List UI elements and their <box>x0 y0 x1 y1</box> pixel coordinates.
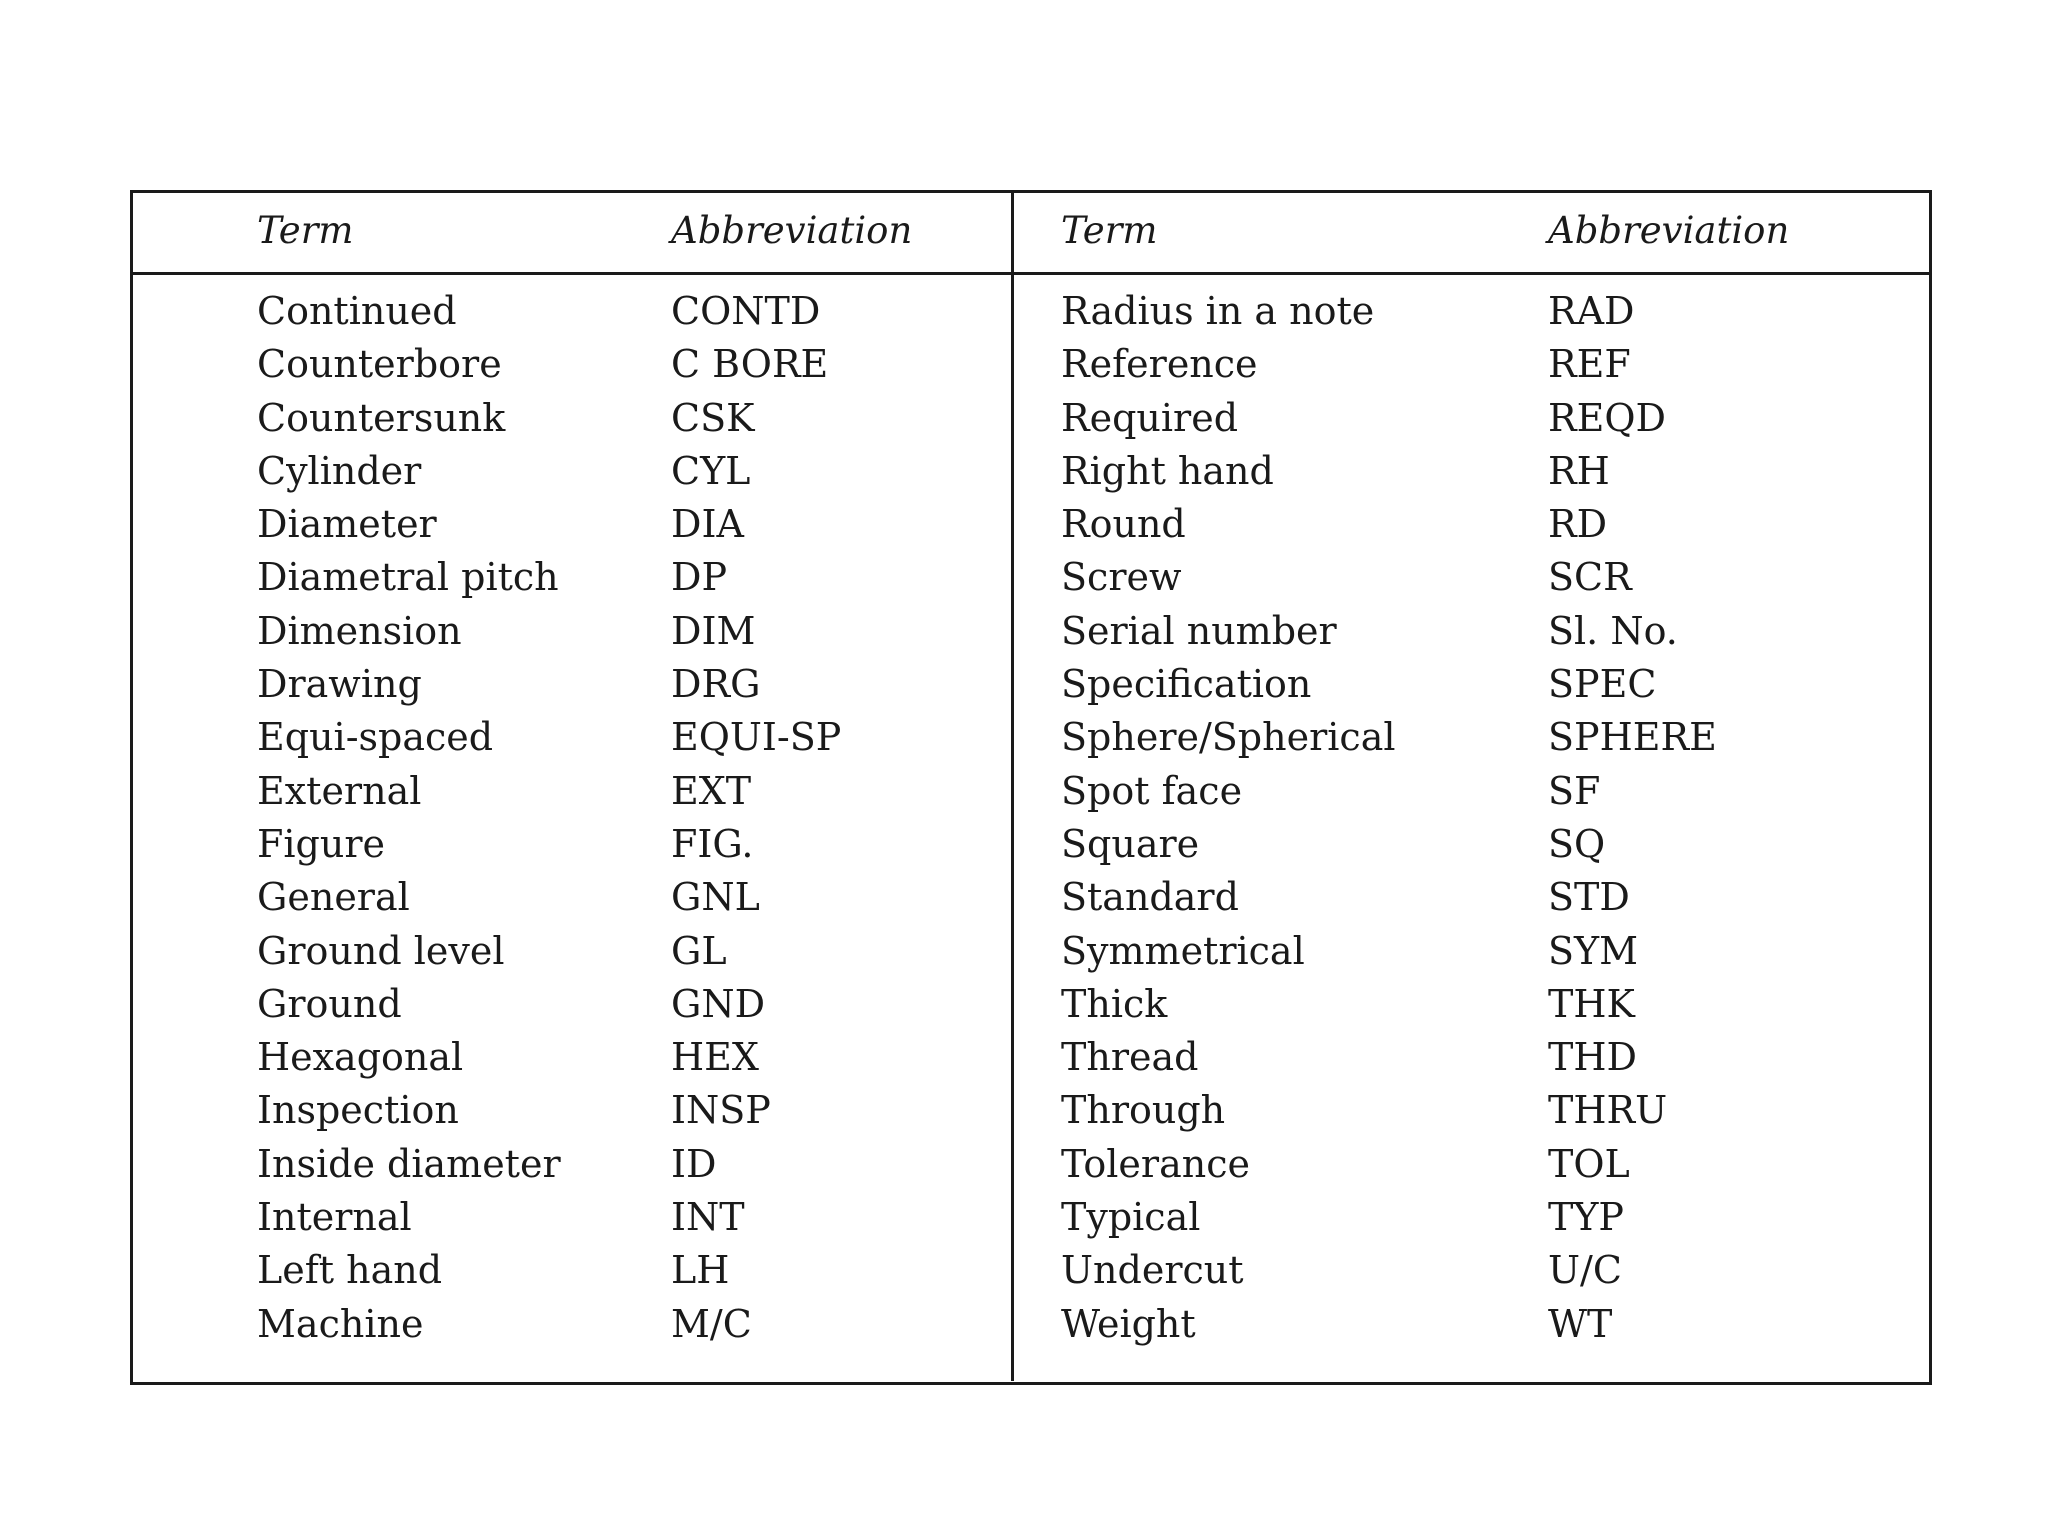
abbreviation-left: LH <box>671 1248 730 1293</box>
abbreviation-left: CSK <box>671 395 755 440</box>
abbreviation-left: HEX <box>671 1035 759 1080</box>
abbreviation-right: U/C <box>1548 1248 1622 1293</box>
term-right: Radius in a note <box>1061 289 1375 333</box>
abbreviation-right: SQ <box>1548 821 1606 866</box>
abbreviation-left: GND <box>671 981 766 1026</box>
abbreviation-right: TOL <box>1548 1141 1630 1186</box>
abbreviation-left: CYL <box>671 448 751 493</box>
abbreviation-left: ID <box>671 1141 717 1186</box>
table-row <box>133 765 1929 818</box>
term-right: Square <box>1061 821 1200 866</box>
table-row <box>133 871 1929 924</box>
term-left: Equi-spaced <box>257 715 494 760</box>
abbreviation-left: EXT <box>671 768 752 813</box>
term-right: Sphere/Spherical <box>1061 715 1396 760</box>
term-right: Round <box>1061 502 1186 547</box>
term-left: Ground level <box>257 928 505 973</box>
abbreviation-right: THRU <box>1548 1088 1668 1133</box>
table-row <box>133 338 1929 391</box>
table-row <box>133 605 1929 658</box>
abbreviation-left: DIA <box>671 502 744 547</box>
term-left: Ground <box>257 981 402 1026</box>
table-row <box>133 445 1929 498</box>
header-term-left: Term <box>257 209 354 252</box>
term-left: Cylinder <box>257 448 422 493</box>
term-right: Typical <box>1061 1195 1201 1240</box>
table-row <box>133 1138 1929 1191</box>
abbreviation-right: REQD <box>1548 395 1666 440</box>
term-right: Specification <box>1061 662 1312 707</box>
term-left: Hexagonal <box>257 1035 464 1080</box>
abbreviation-left: CONTD <box>671 289 821 333</box>
term-left: Counterbore <box>257 342 502 387</box>
term-left: Inspection <box>257 1088 459 1133</box>
table-body <box>133 285 1929 1351</box>
term-right: Required <box>1061 395 1239 440</box>
term-right: Symmetrical <box>1061 928 1305 973</box>
abbreviation-right: SCR <box>1548 555 1632 600</box>
abbreviation-right: Sl. No. <box>1548 608 1678 653</box>
term-left: Diametral pitch <box>257 555 559 600</box>
abbreviation-left: INT <box>671 1195 745 1240</box>
table-row <box>133 498 1929 551</box>
term-left: Figure <box>257 821 385 866</box>
abbreviation-left: FIG. <box>671 821 754 866</box>
term-left: Drawing <box>257 662 422 707</box>
term-left: Internal <box>257 1195 412 1240</box>
table-row <box>133 1191 1929 1244</box>
term-left: Dimension <box>257 608 462 653</box>
abbreviation-left: DP <box>671 555 728 600</box>
table-row <box>133 658 1929 711</box>
table-header <box>133 193 1929 275</box>
term-right: Serial number <box>1061 608 1337 653</box>
abbreviation-right: SPEC <box>1548 662 1657 707</box>
abbreviation-left: GNL <box>671 875 760 920</box>
term-left: Diameter <box>257 502 437 547</box>
term-left: Continued <box>257 289 457 333</box>
abbreviation-right: SF <box>1548 768 1601 813</box>
abbreviation-left: M/C <box>671 1301 752 1346</box>
term-right: Standard <box>1061 875 1239 920</box>
abbreviation-right: THD <box>1548 1035 1637 1080</box>
term-right: Undercut <box>1061 1248 1244 1293</box>
abbreviation-right: STD <box>1548 875 1630 920</box>
abbreviation-left: DIM <box>671 608 756 653</box>
term-left: Inside diameter <box>257 1141 561 1186</box>
abbreviation-right: THK <box>1548 981 1635 1026</box>
abbreviation-right: SPHERE <box>1548 715 1717 760</box>
abbreviation-left: DRG <box>671 662 761 707</box>
table-row <box>133 925 1929 978</box>
table-row <box>133 978 1929 1031</box>
abbreviation-table <box>130 190 1932 1385</box>
term-right: Weight <box>1061 1301 1196 1346</box>
abbreviation-right: RAD <box>1548 289 1635 333</box>
term-left: Machine <box>257 1301 424 1346</box>
term-right: Tolerance <box>1061 1141 1250 1186</box>
term-right: Right hand <box>1061 448 1274 493</box>
abbreviation-right: RD <box>1548 502 1608 547</box>
table-row <box>133 392 1929 445</box>
term-left: General <box>257 875 410 920</box>
term-right: Spot face <box>1061 768 1243 813</box>
table-row <box>133 1031 1929 1084</box>
term-right: Through <box>1061 1088 1226 1133</box>
term-right: Screw <box>1061 555 1182 600</box>
abbreviation-right: TYP <box>1548 1195 1624 1240</box>
term-right: Reference <box>1061 342 1258 387</box>
header-abbreviation-right: Abbreviation <box>1548 209 1790 252</box>
abbreviation-right: REF <box>1548 342 1631 387</box>
abbreviation-left: C BORE <box>671 342 829 387</box>
header-abbreviation-left: Abbreviation <box>671 209 913 252</box>
term-left: Countersunk <box>257 395 506 440</box>
abbreviation-left: EQUI-SP <box>671 715 842 760</box>
abbreviation-right: SYM <box>1548 928 1639 973</box>
header-term-right: Term <box>1061 209 1158 252</box>
abbreviation-right: RH <box>1548 448 1610 493</box>
table-row <box>133 1084 1929 1137</box>
term-right: Thread <box>1061 1035 1199 1080</box>
abbreviation-right: WT <box>1548 1301 1613 1346</box>
term-left: Left hand <box>257 1248 443 1293</box>
table-row <box>133 711 1929 764</box>
table-row <box>133 1298 1929 1351</box>
table-row <box>133 551 1929 604</box>
table-row <box>133 818 1929 871</box>
term-right: Thick <box>1061 981 1168 1026</box>
abbreviation-left: GL <box>671 928 727 973</box>
term-left: External <box>257 768 422 813</box>
abbreviation-left: INSP <box>671 1088 771 1133</box>
table-row <box>133 1244 1929 1297</box>
table-row <box>133 285 1929 338</box>
